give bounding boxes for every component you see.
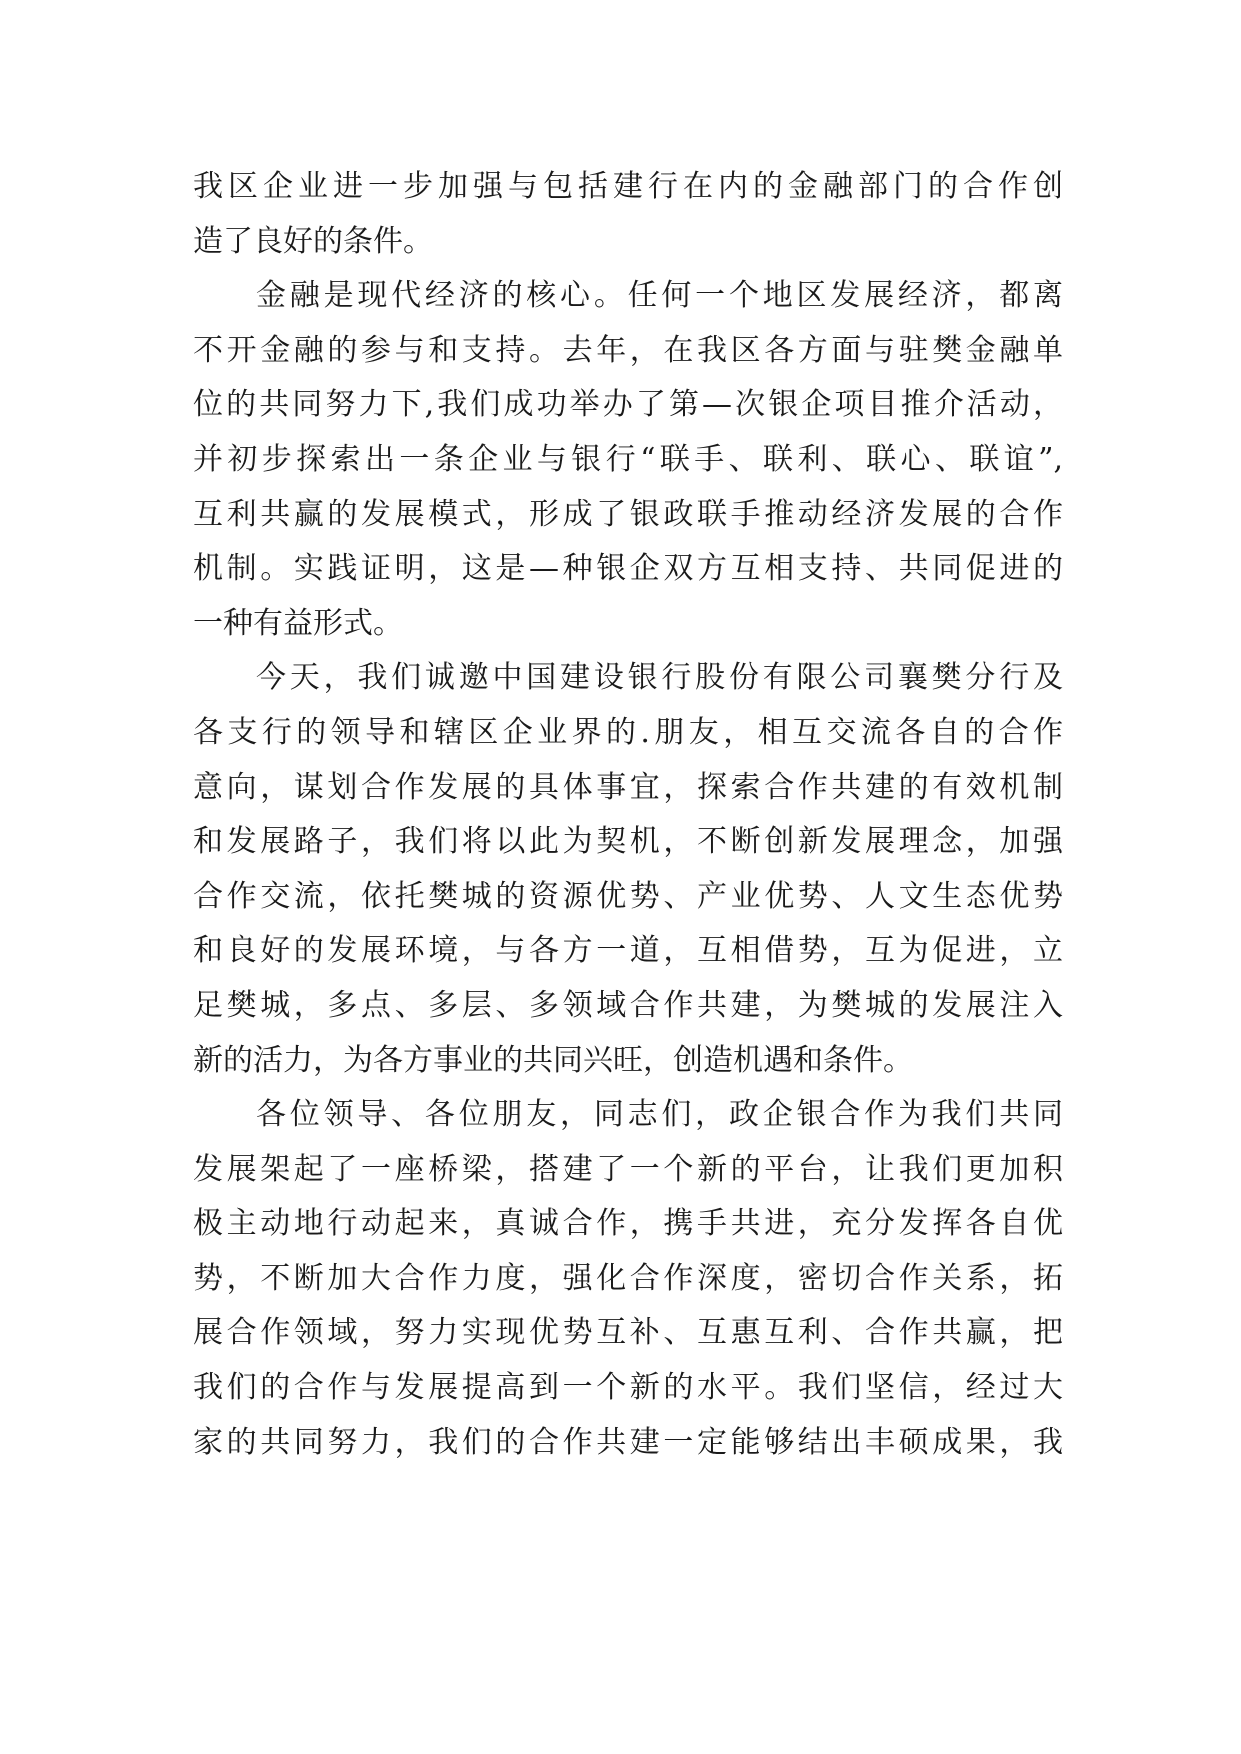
text-line: 极主动地行动起来，真诚合作，携手共进，充分发挥各自优 — [193, 1206, 1063, 1242]
text-line: 造了良好的条件。 — [193, 223, 433, 259]
text-line: 机制。实践证明，这是—种银企双方互相支持、共同促进的 — [193, 551, 1063, 587]
text-line: 意向，谋划合作发展的具体事宜，探索合作共建的有效机制 — [193, 769, 1063, 805]
text-line: 今天，我们诚邀中国建设银行股份有限公司襄樊分行及 — [256, 660, 1063, 696]
document-body — [193, 160, 1063, 1470]
text-line: 各位领导、各位朋友，同志们，政企银合作为我们共同 — [256, 1097, 1063, 1133]
text-line: 家的共同努力，我们的合作共建一定能够结出丰硕成果，我 — [193, 1424, 1063, 1460]
text-line: 并初步探索出一条企业与银行“联手、联利、联心、联谊”, — [193, 441, 1063, 477]
text-line: 金融是现代经济的核心。任何一个地区发展经济，都离 — [256, 278, 1063, 314]
text-line: 足樊城，多点、多层、多领域合作共建，为樊城的发展注入 — [193, 987, 1063, 1023]
text-line: 新的活力，为各方事业的共同兴旺，创造机遇和条件。 — [193, 1042, 913, 1078]
text-line: 我们的合作与发展提高到一个新的水平。我们坚信，经过大 — [193, 1370, 1063, 1406]
text-line: 势，不断加大合作力度，强化合作深度，密切合作关系，拓 — [193, 1260, 1063, 1296]
text-line: 互利共赢的发展模式，形成了银政联手推动经济发展的合作 — [193, 496, 1063, 532]
text-line: 合作交流，依托樊城的资源优势、产业优势、人文生态优势 — [193, 878, 1063, 914]
text-line: 展合作领域，努力实现优势互补、互惠互利、合作共赢，把 — [193, 1315, 1063, 1351]
text-line: 一种有益形式。 — [193, 605, 403, 641]
text-line: 各支行的领导和辖区企业界的.朋友，相互交流各自的合作 — [193, 714, 1063, 750]
text-line: 和良好的发展环境，与各方一道，互相借势，互为促进，立 — [193, 933, 1063, 969]
text-line: 我区企业进一步加强与包括建行在内的金融部门的合作创 — [193, 169, 1063, 204]
text-line: 不开金融的参与和支持。去年，在我区各方面与驻樊金融单 — [193, 332, 1063, 368]
text-line: 和发展路子，我们将以此为契机，不断创新发展理念，加强 — [193, 824, 1063, 860]
text-line: 发展架起了一座桥梁，搭建了一个新的平台，让我们更加积 — [193, 1151, 1063, 1187]
text-line: 位的共同努力下,我们成功举办了第—次银企项目推介活动， — [193, 387, 1063, 423]
